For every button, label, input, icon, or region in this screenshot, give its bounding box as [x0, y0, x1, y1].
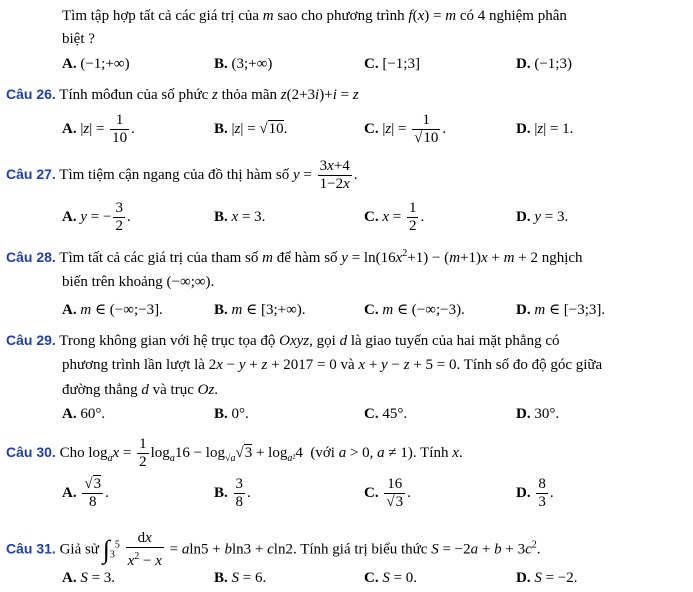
option-d[interactable]: D. (−1;3) [516, 56, 572, 72]
q27-option-b[interactable]: B. x = 3. [214, 209, 266, 225]
question-30: Câu 30. Cho $\log_ax$ = $\frac{1}{2}$ $\log_a16 - \log_{√a}√3 + \log_{a^2}4$ (với a > 0, a ≠ 1). Tính x. [6, 436, 463, 470]
q27-option-a[interactable]: A. y = − $\frac{3}{2}$ . [62, 200, 131, 234]
q30-option-a[interactable]: A. $\frac{√3}{8}$ . [62, 476, 109, 510]
q26-option-a[interactable]: A. |z| = $\frac{1}{10}$ . [62, 112, 135, 146]
option-a[interactable]: A. (−1;+∞) [62, 56, 130, 72]
question-31: Câu 31. Giả sử $\int_3^5$ $\frac{dx}{x^2 - x}$ = aln5 + bln3 + cln2. Tính giá trị biểu thức $S = -2a + b + 3c^2$. [6, 530, 541, 569]
q31-option-b[interactable]: B. S = 6. [214, 570, 267, 586]
q28-option-b[interactable]: B. m ∈ [3;+∞). [214, 302, 306, 318]
q26-option-d[interactable]: D. |z| = 1. [516, 121, 574, 137]
q28-option-a[interactable]: A. m ∈ (−∞;−3]. [62, 302, 163, 318]
q27-option-c[interactable]: C. x = $\frac{1}{2}$ . [364, 200, 425, 234]
q29-option-b[interactable]: B. 0°. [214, 406, 249, 422]
question-text: Tìm tập hợp tất cả các giá trị của m sao cho phương trình f(x) = m có 4 nghiệm phân [62, 8, 567, 24]
question-29-cont: phương trình lần lượt là 2x − y + z + 2017 = 0 và x + y − z + 5 = 0. Tính số đo độ góc giữa [62, 357, 603, 373]
q28-option-c[interactable]: C. m ∈ (−∞;−3). [364, 302, 465, 318]
q27-option-d[interactable]: D. y = 3. [516, 209, 569, 225]
question-text-cont: biệt ? [62, 31, 95, 47]
question-26: Câu 26. Tính môđun của số phức z thỏa mãn z(2+3i)+i = z [6, 86, 359, 103]
q31-option-d[interactable]: D. S = −2. [516, 570, 578, 586]
q26-option-b[interactable]: B. |z| = √10. [214, 121, 288, 137]
q30-option-c[interactable]: C. $\frac{16}{√3}$ . [364, 476, 411, 510]
question-29-cont2: đường thẳng d và trục Oz. [62, 382, 219, 398]
option-b[interactable]: B. (3;+∞) [214, 56, 273, 72]
q30-option-d[interactable]: D. $\frac{8}{3}$ . [516, 476, 554, 510]
q29-option-a[interactable]: A. 60°. [62, 406, 106, 422]
q30-option-b[interactable]: B. $\frac{3}{8}$ . [214, 476, 251, 510]
question-28: Câu 28. Tìm tất cả các giá trị của tham số m để hàm số $y = \ln(16x^2+1) - (m+1)x + m + 2$ nghịch [6, 248, 583, 266]
q26-option-c[interactable]: C. |z| = $\frac{1}{√10}$ . [364, 112, 447, 146]
q28-option-d[interactable]: D. m ∈ [−3;3]. [516, 302, 606, 318]
question-29: Câu 29. Trong không gian với hệ trục tọa độ Oxyz, gọi d là giao tuyến của hai mặt phẳng có [6, 332, 560, 349]
question-28-cont: biến trên khoảng (−∞;∞). [62, 274, 215, 290]
q29-option-d[interactable]: D. 30°. [516, 406, 560, 422]
q31-option-a[interactable]: A. S = 3. [62, 570, 116, 586]
q31-option-c[interactable]: C. S = 0. [364, 570, 418, 586]
q29-option-c[interactable]: C. 45°. [364, 406, 408, 422]
question-27: Câu 27. Tìm tiệm cận ngang của đồ thị hàm số y = $\frac{3x+4}{1-2x}$ . [6, 158, 358, 192]
option-c[interactable]: C. [−1;3] [364, 56, 420, 72]
